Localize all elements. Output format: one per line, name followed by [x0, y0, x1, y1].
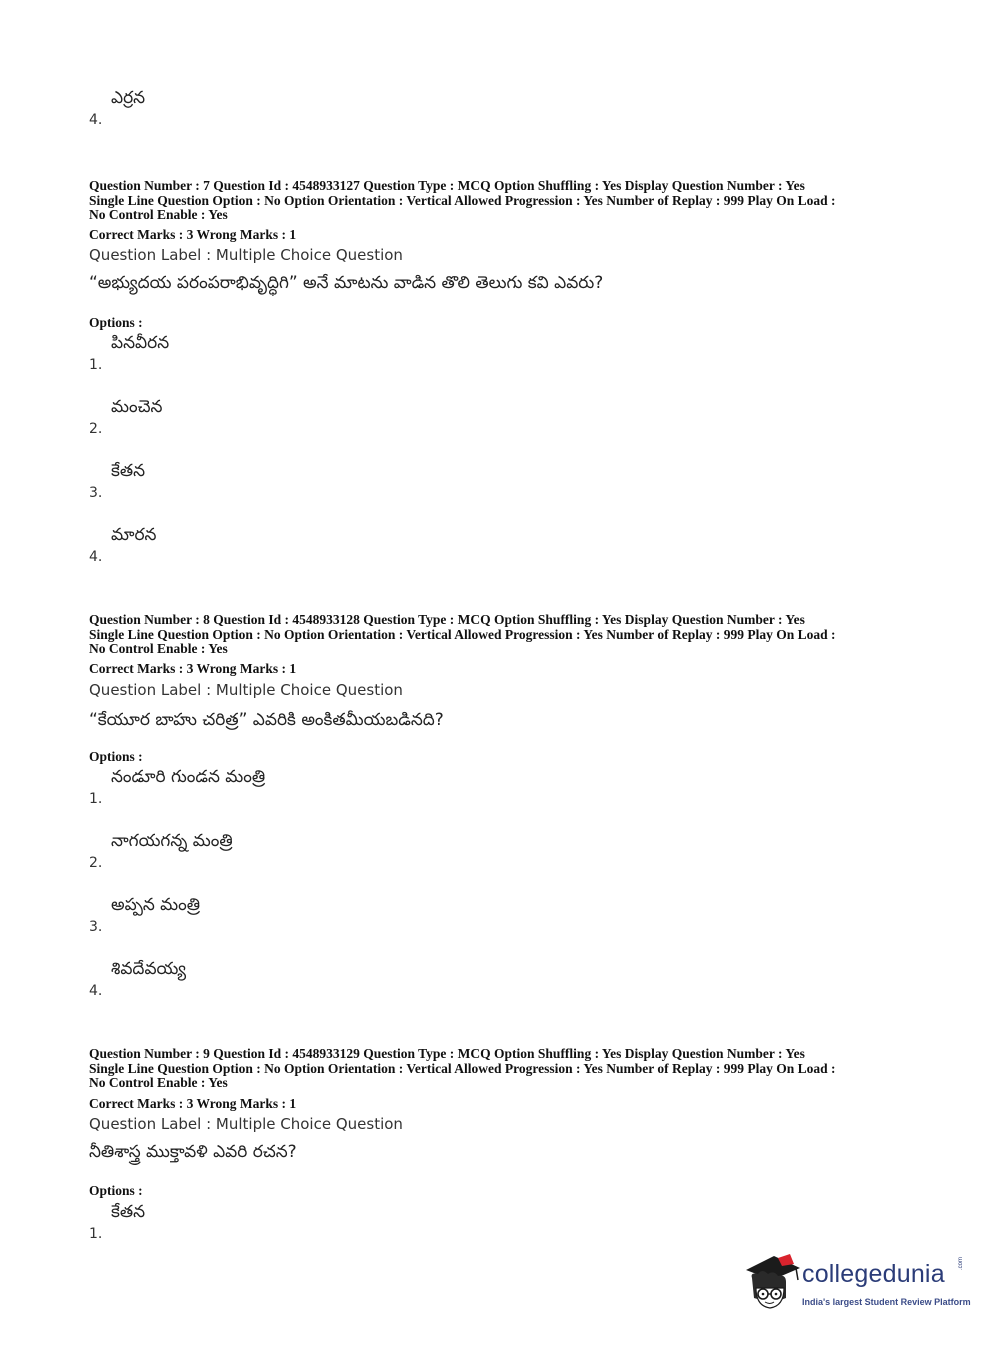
option-text: కేతన: [111, 461, 146, 481]
option-text: కేతన: [111, 1202, 146, 1222]
question-7-option-4[interactable]: [89, 525, 489, 565]
meta-line: Question Number : 7 Question Id : 4548933127 Question Type : MCQ Option Shuffling : Yes Display Question Number : Yes: [89, 178, 805, 193]
question-7-option-3[interactable]: [89, 461, 489, 501]
option-number: 3.: [89, 485, 103, 501]
meta-line: Question Number : 9 Question Id : 4548933129 Question Type : MCQ Option Shuffling : Yes Display Question Number : Yes: [89, 1046, 805, 1061]
question-7-text: “అభ్యుదయ పరంపరాభివృద్ధిగి” అనే మాటను వాడిన తొలి తెలుగు కవి ఎవరు?: [89, 273, 604, 293]
option-text: మంచెన: [111, 397, 163, 417]
question-7-marks: Correct Marks : 3 Wrong Marks : 1: [89, 227, 297, 242]
option-text: నాగయగన్న మంత్రి: [111, 831, 233, 851]
question-8-meta: [89, 613, 919, 657]
option-text: మారన: [111, 525, 157, 545]
option-number: 1.: [89, 357, 103, 373]
option-number: 1.: [89, 791, 103, 807]
meta-line: Single Line Question Option : No Option Orientation : Vertical Allowed Progression : Yes Number of Replay : 999 Play On Load :: [89, 1060, 836, 1076]
brand-dotcom: .com: [958, 1256, 964, 1270]
mascot-icon: [742, 1248, 802, 1316]
option-text: శివదేవయ్య: [111, 959, 186, 979]
option-text: నండూరి గుండన మంత్రి: [111, 767, 266, 787]
question-8-options-heading: Options :: [89, 749, 143, 764]
option-number: 4.: [89, 983, 103, 999]
question-9-meta: [89, 1047, 919, 1091]
question-7-options-heading: Options :: [89, 315, 143, 330]
brand-tagline: India's largest Student Review Platform: [802, 1297, 971, 1307]
question-8-option-3[interactable]: [89, 895, 489, 935]
meta-line: Single Line Question Option : No Option Orientation : Vertical Allowed Progression : Yes Number of Replay : 999 Play On Load :: [89, 192, 836, 208]
question-8-text: “కేయూర బాహు చరిత్ర” ఎవరికి అంకితమీయబడినది?: [89, 710, 444, 730]
option-number: 2.: [89, 855, 103, 871]
question-8-marks: Correct Marks : 3 Wrong Marks : 1: [89, 661, 297, 676]
meta-line: No Control Enable : Yes: [89, 1075, 228, 1090]
option-number: 4.: [89, 549, 103, 565]
brand-name: collegedunia: [802, 1260, 945, 1288]
option-text: అప్పన మంత్రి: [111, 895, 201, 915]
meta-line: No Control Enable : Yes: [89, 207, 228, 222]
question-7-option-2[interactable]: [89, 397, 489, 437]
meta-line: Single Line Question Option : No Option Orientation : Vertical Allowed Progression : Yes Number of Replay : 999 Play On Load :: [89, 626, 836, 642]
prev-option-4: [89, 88, 489, 128]
question-9-label: Question Label : Multiple Choice Question: [89, 1115, 403, 1133]
option-text: ఎర్రన: [111, 88, 146, 108]
question-8-label: Question Label : Multiple Choice Question: [89, 681, 403, 699]
question-9-marks: Correct Marks : 3 Wrong Marks : 1: [89, 1096, 297, 1111]
question-8-option-2[interactable]: [89, 831, 489, 871]
option-text: పినవీరన: [111, 333, 170, 353]
option-number: 2.: [89, 421, 103, 437]
question-8-option-4[interactable]: [89, 959, 489, 999]
question-7-label: Question Label : Multiple Choice Question: [89, 246, 403, 264]
option-number: 4.: [89, 112, 103, 128]
question-9-options-heading: Options :: [89, 1183, 143, 1198]
question-7-meta: [89, 179, 919, 223]
question-8-option-1[interactable]: [89, 767, 489, 807]
meta-line: Question Number : 8 Question Id : 4548933128 Question Type : MCQ Option Shuffling : Yes Display Question Number : Yes: [89, 612, 805, 627]
option-number: 3.: [89, 919, 103, 935]
question-7-option-1[interactable]: [89, 333, 489, 373]
meta-line: No Control Enable : Yes: [89, 641, 228, 656]
question-9-text: నీతిశాస్త్ర ముక్తావళి ఎవరి రచన?: [89, 1142, 297, 1162]
collegedunia-logo: [742, 1248, 972, 1316]
question-9-option-1[interactable]: [89, 1202, 489, 1242]
option-number: 1.: [89, 1226, 103, 1242]
